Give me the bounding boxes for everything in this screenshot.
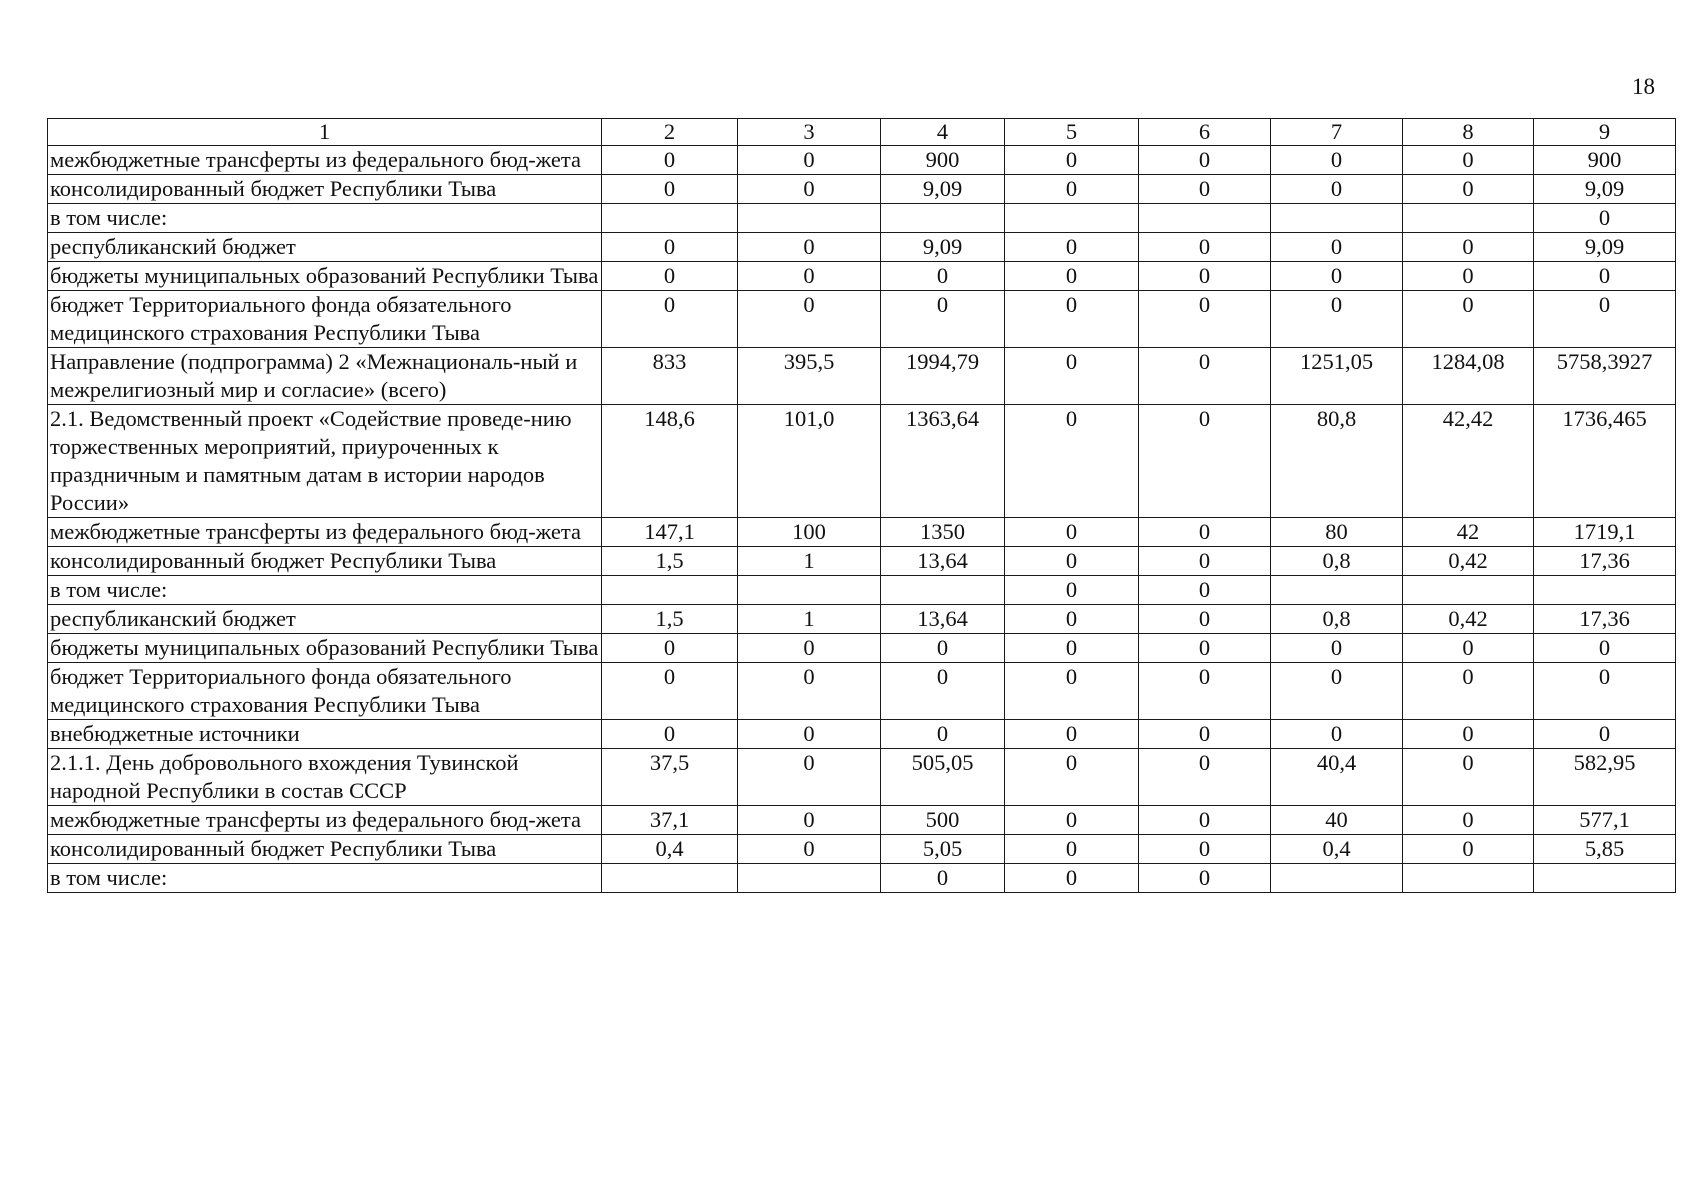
value-cell: 0 bbox=[1005, 518, 1139, 547]
row-label: консолидированный бюджет Республики Тыва bbox=[48, 547, 602, 576]
value-cell bbox=[602, 204, 738, 233]
value-cell bbox=[1271, 864, 1403, 893]
value-cell: 5,05 bbox=[881, 835, 1005, 864]
table-row bbox=[48, 605, 1676, 634]
value-cell: 0 bbox=[1005, 605, 1139, 634]
value-cell: 0 bbox=[602, 146, 738, 175]
value-cell: 0 bbox=[1005, 262, 1139, 291]
budget-table bbox=[47, 118, 1676, 893]
value-cell: 0 bbox=[1403, 634, 1534, 663]
value-cell: 0 bbox=[1005, 233, 1139, 262]
value-cell: 1 bbox=[738, 547, 881, 576]
value-cell: 0 bbox=[602, 175, 738, 204]
table-row bbox=[48, 835, 1676, 864]
value-cell: 0 bbox=[602, 233, 738, 262]
value-cell: 40,4 bbox=[1271, 749, 1403, 806]
value-cell: 1363,64 bbox=[881, 405, 1005, 518]
value-cell bbox=[1403, 576, 1534, 605]
row-label: бюджет Территориального фонда обязательного медицинского страхования Республики Тыва bbox=[48, 663, 602, 720]
value-cell: 0 bbox=[881, 663, 1005, 720]
value-cell: 1350 bbox=[881, 518, 1005, 547]
table-header-row bbox=[48, 119, 1676, 146]
value-cell: 0 bbox=[1005, 175, 1139, 204]
value-cell: 0 bbox=[881, 720, 1005, 749]
value-cell: 0 bbox=[1271, 634, 1403, 663]
value-cell: 0 bbox=[1139, 146, 1271, 175]
row-label: межбюджетные трансферты из федерального бюд-жета bbox=[48, 518, 602, 547]
value-cell: 0 bbox=[1534, 204, 1676, 233]
value-cell: 0 bbox=[1139, 291, 1271, 348]
row-label: бюджет Территориального фонда обязательного медицинского страхования Республики Тыва bbox=[48, 291, 602, 348]
column-header: 7 bbox=[1271, 119, 1403, 146]
row-label: консолидированный бюджет Республики Тыва bbox=[48, 175, 602, 204]
table-row bbox=[48, 749, 1676, 806]
value-cell: 0 bbox=[738, 663, 881, 720]
value-cell bbox=[602, 864, 738, 893]
column-header: 9 bbox=[1534, 119, 1676, 146]
value-cell: 1284,08 bbox=[1403, 348, 1534, 405]
row-label: республиканский бюджет bbox=[48, 233, 602, 262]
table-row bbox=[48, 864, 1676, 893]
table-row bbox=[48, 233, 1676, 262]
value-cell: 0 bbox=[1139, 806, 1271, 835]
value-cell bbox=[1271, 204, 1403, 233]
value-cell: 42,42 bbox=[1403, 405, 1534, 518]
row-label: Направление (подпрограмма) 2 «Межнациональ-ный и межрелигиозный мир и согласие» (всего) bbox=[48, 348, 602, 405]
value-cell: 147,1 bbox=[602, 518, 738, 547]
table-row bbox=[48, 547, 1676, 576]
value-cell: 0 bbox=[738, 233, 881, 262]
table-row bbox=[48, 518, 1676, 547]
value-cell: 42 bbox=[1403, 518, 1534, 547]
table-row bbox=[48, 663, 1676, 720]
table-row bbox=[48, 720, 1676, 749]
value-cell: 0 bbox=[602, 663, 738, 720]
value-cell: 0 bbox=[1139, 576, 1271, 605]
table-row bbox=[48, 348, 1676, 405]
table-body bbox=[48, 146, 1676, 893]
value-cell: 0 bbox=[1139, 262, 1271, 291]
value-cell: 0 bbox=[1403, 749, 1534, 806]
value-cell: 0 bbox=[1139, 405, 1271, 518]
value-cell: 1719,1 bbox=[1534, 518, 1676, 547]
value-cell: 17,36 bbox=[1534, 605, 1676, 634]
value-cell: 9,09 bbox=[1534, 233, 1676, 262]
value-cell: 0 bbox=[1005, 146, 1139, 175]
value-cell: 0,42 bbox=[1403, 547, 1534, 576]
table-row bbox=[48, 204, 1676, 233]
value-cell: 9,09 bbox=[881, 175, 1005, 204]
value-cell: 13,64 bbox=[881, 547, 1005, 576]
value-cell: 0 bbox=[1271, 291, 1403, 348]
column-header: 5 bbox=[1005, 119, 1139, 146]
value-cell: 0 bbox=[1403, 146, 1534, 175]
value-cell: 100 bbox=[738, 518, 881, 547]
value-cell: 0 bbox=[1005, 547, 1139, 576]
value-cell: 0,42 bbox=[1403, 605, 1534, 634]
value-cell: 0 bbox=[1271, 146, 1403, 175]
row-label: 2.1. Ведомственный проект «Содействие проведе-нию торжественных мероприятий, приуроченных к праздничным и памятным датам в истории народов России» bbox=[48, 405, 602, 518]
value-cell: 505,05 bbox=[881, 749, 1005, 806]
table-row bbox=[48, 291, 1676, 348]
value-cell: 9,09 bbox=[881, 233, 1005, 262]
value-cell bbox=[1005, 204, 1139, 233]
value-cell bbox=[1271, 576, 1403, 605]
value-cell bbox=[602, 576, 738, 605]
value-cell: 395,5 bbox=[738, 348, 881, 405]
column-header: 3 bbox=[738, 119, 881, 146]
table-row bbox=[48, 175, 1676, 204]
value-cell: 0 bbox=[738, 806, 881, 835]
table-row bbox=[48, 806, 1676, 835]
row-label: в том числе: bbox=[48, 204, 602, 233]
value-cell: 0 bbox=[1139, 233, 1271, 262]
value-cell: 0 bbox=[1534, 634, 1676, 663]
value-cell bbox=[1403, 864, 1534, 893]
value-cell: 0 bbox=[881, 262, 1005, 291]
value-cell: 1251,05 bbox=[1271, 348, 1403, 405]
value-cell bbox=[881, 204, 1005, 233]
value-cell: 0 bbox=[881, 291, 1005, 348]
value-cell: 582,95 bbox=[1534, 749, 1676, 806]
value-cell: 80 bbox=[1271, 518, 1403, 547]
value-cell: 5,85 bbox=[1534, 835, 1676, 864]
value-cell: 0 bbox=[602, 291, 738, 348]
value-cell: 0,8 bbox=[1271, 547, 1403, 576]
value-cell: 0,4 bbox=[602, 835, 738, 864]
value-cell: 37,1 bbox=[602, 806, 738, 835]
column-header: 6 bbox=[1139, 119, 1271, 146]
value-cell: 0 bbox=[1534, 291, 1676, 348]
value-cell: 0 bbox=[1139, 864, 1271, 893]
value-cell: 0 bbox=[1271, 262, 1403, 291]
value-cell: 0 bbox=[1403, 806, 1534, 835]
value-cell bbox=[738, 576, 881, 605]
value-cell: 0 bbox=[1139, 518, 1271, 547]
value-cell: 900 bbox=[1534, 146, 1676, 175]
table-row bbox=[48, 262, 1676, 291]
value-cell bbox=[738, 864, 881, 893]
value-cell: 0 bbox=[1534, 262, 1676, 291]
value-cell: 0 bbox=[602, 262, 738, 291]
row-label: внебюджетные источники bbox=[48, 720, 602, 749]
value-cell: 0,4 bbox=[1271, 835, 1403, 864]
value-cell: 0 bbox=[738, 291, 881, 348]
row-label: межбюджетные трансферты из федерального бюд-жета bbox=[48, 146, 602, 175]
value-cell: 0 bbox=[1005, 806, 1139, 835]
value-cell: 0 bbox=[1005, 576, 1139, 605]
value-cell: 0 bbox=[1534, 663, 1676, 720]
value-cell: 0 bbox=[1139, 547, 1271, 576]
table-row bbox=[48, 146, 1676, 175]
value-cell: 0 bbox=[1005, 663, 1139, 720]
value-cell: 80,8 bbox=[1271, 405, 1403, 518]
value-cell: 0 bbox=[738, 262, 881, 291]
value-cell: 0 bbox=[738, 175, 881, 204]
value-cell: 0 bbox=[1005, 348, 1139, 405]
value-cell bbox=[1139, 204, 1271, 233]
value-cell: 148,6 bbox=[602, 405, 738, 518]
value-cell bbox=[1534, 576, 1676, 605]
value-cell: 0 bbox=[1139, 749, 1271, 806]
row-label: консолидированный бюджет Республики Тыва bbox=[48, 835, 602, 864]
row-label: бюджеты муниципальных образований Республики Тыва bbox=[48, 634, 602, 663]
row-label: 2.1.1. День добровольного вхождения Тувинской народной Республики в состав СССР bbox=[48, 749, 602, 806]
value-cell: 0 bbox=[738, 634, 881, 663]
value-cell: 1 bbox=[738, 605, 881, 634]
value-cell: 500 bbox=[881, 806, 1005, 835]
value-cell: 0 bbox=[881, 634, 1005, 663]
value-cell: 577,1 bbox=[1534, 806, 1676, 835]
value-cell: 17,36 bbox=[1534, 547, 1676, 576]
value-cell: 1994,79 bbox=[881, 348, 1005, 405]
value-cell: 0 bbox=[602, 720, 738, 749]
value-cell: 0 bbox=[1139, 175, 1271, 204]
value-cell: 0 bbox=[1139, 634, 1271, 663]
row-label: межбюджетные трансферты из федерального бюд-жета bbox=[48, 806, 602, 835]
value-cell: 0 bbox=[1005, 634, 1139, 663]
value-cell bbox=[1403, 204, 1534, 233]
value-cell: 1,5 bbox=[602, 547, 738, 576]
value-cell: 0 bbox=[1271, 720, 1403, 749]
value-cell: 0 bbox=[1139, 348, 1271, 405]
column-header: 8 bbox=[1403, 119, 1534, 146]
value-cell bbox=[881, 576, 1005, 605]
value-cell: 0 bbox=[1005, 405, 1139, 518]
value-cell: 0 bbox=[1403, 663, 1534, 720]
value-cell: 0 bbox=[1139, 720, 1271, 749]
value-cell: 833 bbox=[602, 348, 738, 405]
value-cell: 0 bbox=[1005, 720, 1139, 749]
table-row bbox=[48, 405, 1676, 518]
value-cell: 9,09 bbox=[1534, 175, 1676, 204]
value-cell: 0 bbox=[1271, 663, 1403, 720]
value-cell: 0 bbox=[1005, 835, 1139, 864]
value-cell: 101,0 bbox=[738, 405, 881, 518]
row-label: в том числе: bbox=[48, 864, 602, 893]
value-cell: 13,64 bbox=[881, 605, 1005, 634]
table-row bbox=[48, 634, 1676, 663]
value-cell: 0 bbox=[738, 835, 881, 864]
value-cell: 0 bbox=[1403, 233, 1534, 262]
value-cell: 0 bbox=[1139, 835, 1271, 864]
value-cell: 0,8 bbox=[1271, 605, 1403, 634]
value-cell: 0 bbox=[1403, 262, 1534, 291]
value-cell: 0 bbox=[1403, 175, 1534, 204]
value-cell: 0 bbox=[1005, 864, 1139, 893]
value-cell: 0 bbox=[1403, 291, 1534, 348]
value-cell: 0 bbox=[1271, 233, 1403, 262]
row-label: в том числе: bbox=[48, 576, 602, 605]
value-cell: 5758,3927 bbox=[1534, 348, 1676, 405]
value-cell: 0 bbox=[1403, 835, 1534, 864]
value-cell: 0 bbox=[1005, 749, 1139, 806]
value-cell: 0 bbox=[1403, 720, 1534, 749]
value-cell: 0 bbox=[602, 634, 738, 663]
column-header: 1 bbox=[48, 119, 602, 146]
row-label: бюджеты муниципальных образований Республики Тыва bbox=[48, 262, 602, 291]
value-cell: 900 bbox=[881, 146, 1005, 175]
row-label: республиканский бюджет bbox=[48, 605, 602, 634]
value-cell: 37,5 bbox=[602, 749, 738, 806]
page-number: 18 bbox=[1632, 74, 1655, 99]
value-cell: 0 bbox=[1139, 605, 1271, 634]
value-cell: 0 bbox=[1139, 663, 1271, 720]
value-cell: 0 bbox=[738, 749, 881, 806]
value-cell: 1,5 bbox=[602, 605, 738, 634]
value-cell: 0 bbox=[1271, 175, 1403, 204]
value-cell: 0 bbox=[881, 864, 1005, 893]
column-header: 4 bbox=[881, 119, 1005, 146]
value-cell: 0 bbox=[738, 146, 881, 175]
column-header: 2 bbox=[602, 119, 738, 146]
value-cell: 1736,465 bbox=[1534, 405, 1676, 518]
value-cell: 0 bbox=[1005, 291, 1139, 348]
value-cell bbox=[738, 204, 881, 233]
value-cell: 0 bbox=[1534, 720, 1676, 749]
value-cell: 0 bbox=[738, 720, 881, 749]
value-cell: 40 bbox=[1271, 806, 1403, 835]
table-row bbox=[48, 576, 1676, 605]
value-cell bbox=[1534, 864, 1676, 893]
